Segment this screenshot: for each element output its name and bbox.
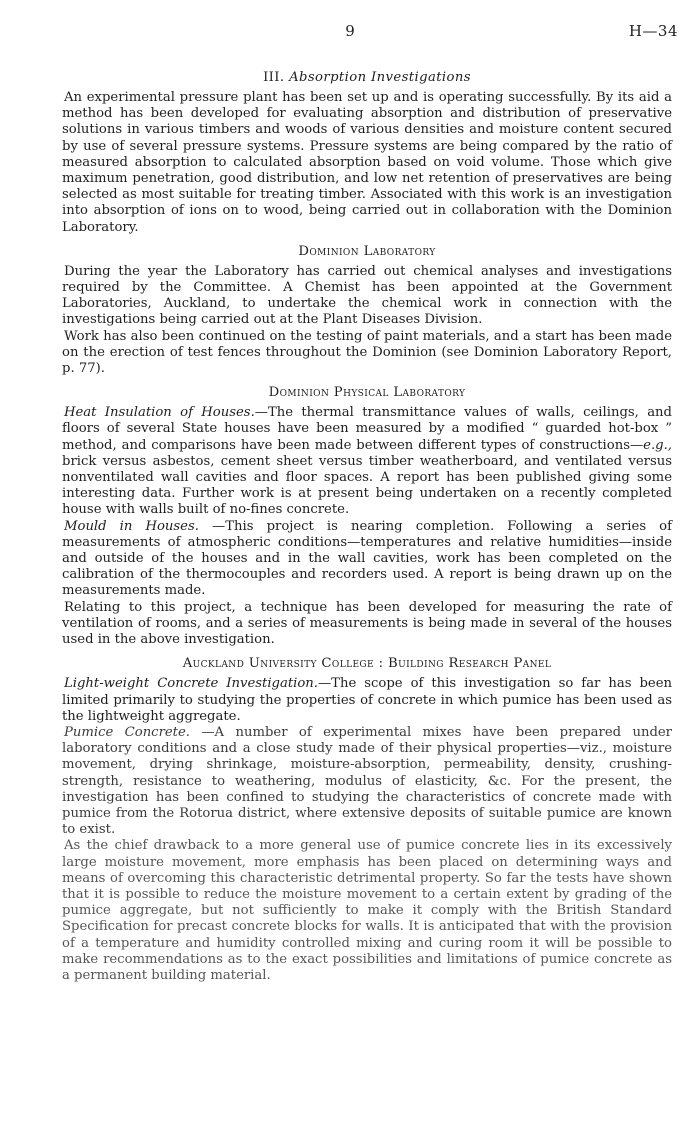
document-reference: H—34 xyxy=(628,22,678,40)
paragraph xyxy=(62,676,672,725)
paragraph xyxy=(62,405,672,518)
paragraph-text: —This project is nearing completion. Following a series of measurements of atmospheric conditions—temperatures and relative humidities—inside and outside of the houses and in the wall cavities, work has been completed on the calibration of the thermocouples and recorders used. A report is being drawn up on the measurements made. xyxy=(62,518,673,599)
paragraph-lead: Mould in Houses. xyxy=(64,518,199,534)
paragraph: During the year the Laboratory has carried out chemical analyses and investigations required by the Committee. A Chemist has been appointed at the Government Laboratories, Auckland, to undertake the chemical work in connection with the investigations being carried out at the Plant Diseases Division. xyxy=(62,263,672,328)
paragraph: Work has also been continued on the testing of paint materials, and a start has been made on the erection of test fences throughout the Dominion (see Dominion Laboratory Report, p. 77). xyxy=(62,328,672,377)
paragraph-lead: Pumice Concrete. xyxy=(64,724,190,740)
section-heading-absorption xyxy=(62,70,672,86)
paragraph: An experimental pressure plant has been set up and is operating successfully. By its aid a method has been developed for evaluating absorption and distribution of preservative solutions in various timbers and woods of various densities and moisture content secured by use of several pressure systems. Pressure systems are being compared by the ratio of measured absorption to calculated absorption based on void volume. Those which give maximum penetration, good distribution, and low net retention of preservatives are being selected as most suitable for treating timber. Associated with this work is an investigation into absorption of ions on to wood, being carried out in collaboration with the Dominion Laboratory. xyxy=(62,90,672,235)
paragraph-abbrev: e.g., xyxy=(643,437,672,453)
paragraph-text: —The thermal transmittance values of walls, ceilings, and floors of several State houses have been measured by a modified “ guarded hot-box ” method, and comparisons have been made between different types of constructions— xyxy=(62,405,672,453)
section-heading-physical-laboratory: Dominion Physical Laboratory xyxy=(268,385,466,401)
paragraph: As the chief drawback to a more general use of pumice concrete lies in its excessively large moisture movement, more emphasis has been placed on determining ways and means of overcoming this characteristic detrimental property. So far the tests have shown that it is possible to reduce the moisture movement to a certain extent by grading of the pumice aggregate, but not sufficiently to make it comply with the British Standard Specification for precast concrete blocks for walls. It is anticipated that with the provision of a temperature and humidity controlled mixing and curing room it will be possible to make recommendations as to the exact possibilities and limitations of pumice concrete as a permanent building material. xyxy=(62,838,672,983)
page-number: 9 xyxy=(345,22,355,40)
page-body xyxy=(62,70,672,984)
paragraph-lead: Heat Insulation of Houses. xyxy=(64,405,255,421)
page-header xyxy=(0,22,700,44)
heading-title: Absorption Investigations xyxy=(289,70,471,85)
section-heading-auckland: Auckland University College : Building Research Panel xyxy=(182,656,552,672)
paragraph: Relating to this project, a technique has been developed for measuring the rate of ventilation of rooms, and a series of measurements is being made in several of the houses used in the above investigation. xyxy=(62,599,672,648)
paragraph xyxy=(62,725,672,838)
heading-numeral: III. xyxy=(263,70,285,85)
paragraph-lead: Light-weight Concrete Investigation. xyxy=(64,676,318,692)
section-heading-dominion-laboratory: Dominion Laboratory xyxy=(298,243,436,259)
paragraph-text: —A number of experimental mixes have been prepared under laboratory conditions and a close study made of their physical properties—viz., moisture movement, drying shrinkage, moisture-absorption, permeability, density, crushing-strength, resistance to weathering, modulus of elasticity, &c. For the present, the investigation has been confined to studying the characteristics of concrete made with pumice from the Rotorua district, where extensive deposits of suitable pumice are known to exist. xyxy=(62,724,672,838)
paragraph-text: brick versus asbestos, cement sheet versus timber weatherboard, and ventilated versus nonventilated wall cavities and floor spaces. A report has been published giving some interesting data. Further work is at present being undertaken on a recently completed house with walls built of no-fines concrete. xyxy=(62,453,672,518)
paragraph-text: —The scope of this investigation so far has been limited primarily to studying the properties of concrete in which pumice has been used as the lightweight aggregate. xyxy=(62,676,672,724)
paragraph xyxy=(62,519,672,600)
